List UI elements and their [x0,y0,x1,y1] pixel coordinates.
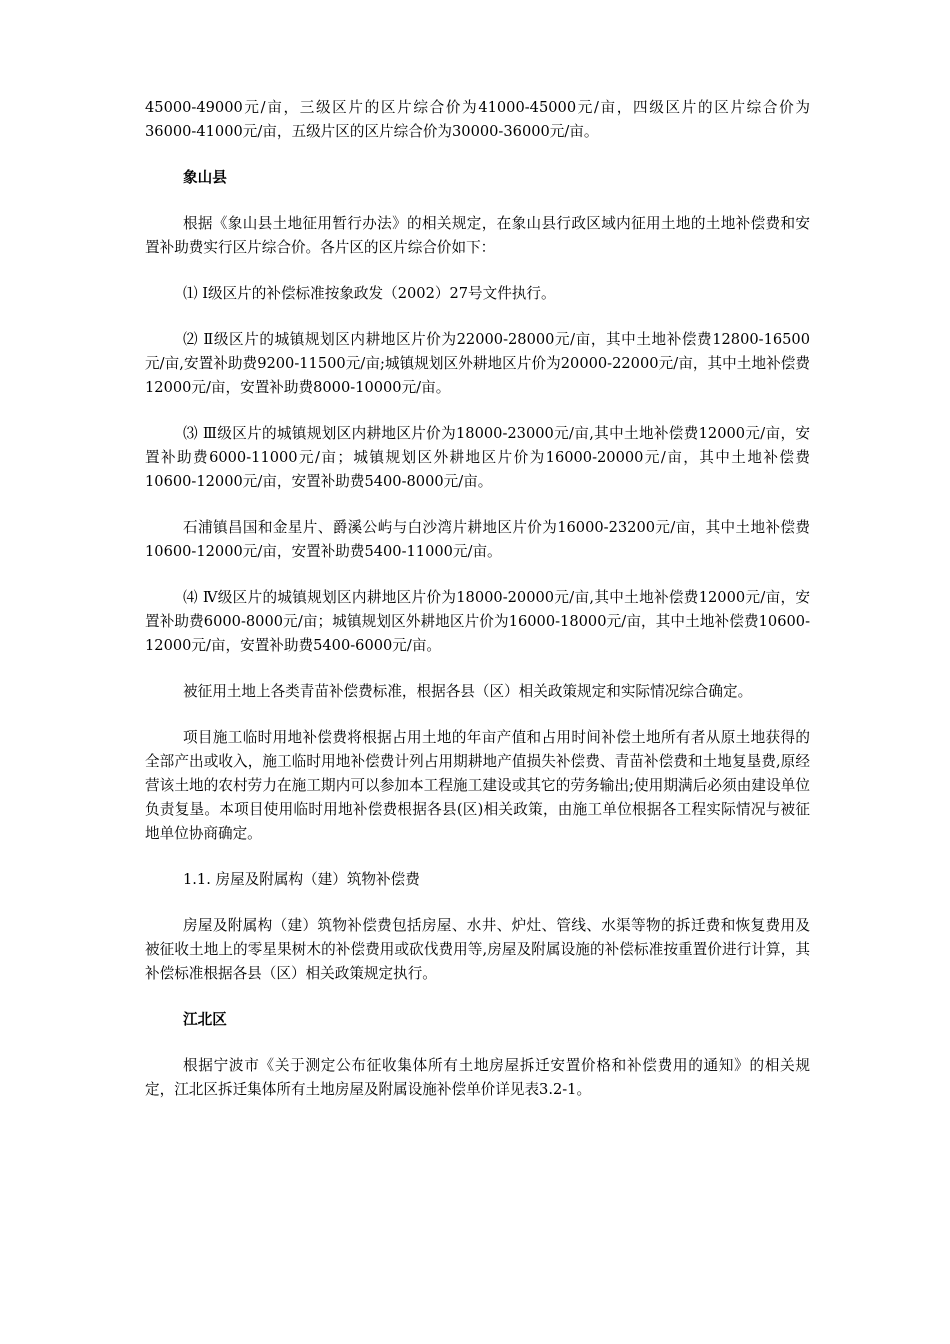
paragraph-shipu: 石浦镇昌国和金星片、爵溪公屿与白沙湾片耕地区片价为16000-23200元/亩，其中土地补偿费10600-12000元/亩，安置补助费5400-11000元/亩。 [145,519,810,560]
paragraph-temporary-land: 项目施工临时用地补偿费将根据占用土地的年亩产值和占用时间补偿土地所有者从原土地获得的全部产出或收入，施工临时用地补偿费计列占用期耕地产值损失补偿费、青苗补偿费和土地复垦费,原经营该土地的农村劳力在施工期内可以参加本工程施工建设或其它的劳务输出;使用期满后必须由建设单位负责复垦。本项目使用临时用地补偿费根据各县(区)相关政策，由施工单位根据各工程实际情况与被征地单位协商确定。 [145,729,810,842]
heading-jiangbei: 江北区 [183,1011,227,1028]
paragraph-seedling-compensation: 被征用土地上各类青苗补偿费标准，根据各县（区）相关政策规定和实际情况综合确定。 [183,683,753,700]
section-heading-1-1: 1.1. 房屋及附属构（建）筑物补偿费 [183,871,420,888]
heading-xiangshan: 象山县 [183,169,227,186]
list-item-level-1: ⑴ Ⅰ级区片的补偿标准按象政发（2002）27号文件执行。 [183,285,556,302]
list-item-level-4: ⑷ Ⅳ级区片的城镇规划区内耕地区片价为18000-20000元/亩,其中土地补偿费12000元/亩，安置补助费6000-8000元/亩；城镇规划区外耕地区片价为16000-18000元/亩，其中土地补偿费10600-12000元/亩，安置补助费5400-6000元/亩。 [145,589,810,654]
document-page [145,96,810,1102]
paragraph-xiangshan-intro: 根据《象山县土地征用暂行办法》的相关规定，在象山县行政区域内征用土地的土地补偿费和安置补助费实行区片综合价。各片区的区片综合价如下： [145,215,810,256]
paragraph-continued: 45000-49000元/亩，三级区片的区片综合价为41000-45000元/亩，四级区片的区片综合价为36000-41000元/亩，五级片区的区片综合价为30000-36000元/亩。 [145,99,810,140]
list-item-level-2: ⑵ Ⅱ级区片的城镇规划区内耕地区片价为22000-28000元/亩，其中土地补偿费12800-16500元/亩,安置补助费9200-11500元/亩;城镇规划区外耕地区片价为20000-22000元/亩，其中土地补偿费12000元/亩，安置补助费8000-10000元/亩。 [145,331,810,396]
paragraph-house-compensation: 房屋及附属构（建）筑物补偿费包括房屋、水井、炉灶、管线、水渠等物的拆迁费和恢复费用及被征收土地上的零星果树木的补偿费用或砍伐费用等,房屋及附属设施的补偿标准按重置价进行计算，其补偿标准根据各县（区）相关政策规定执行。 [145,917,810,982]
paragraph-jiangbei: 根据宁波市《关于测定公布征收集体所有土地房屋拆迁安置价格和补偿费用的通知》的相关规定，江北区拆迁集体所有土地房屋及附属设施补偿单价详见表3.2-1。 [145,1057,810,1098]
list-item-level-3: ⑶ Ⅲ级区片的城镇规划区内耕地区片价为18000-23000元/亩,其中土地补偿费12000元/亩，安置补助费6000-11000元/亩；城镇规划区外耕地区片价为16000-20000元/亩，其中土地补偿费10600-12000元/亩，安置补助费5400-8000元/亩。 [145,425,810,490]
